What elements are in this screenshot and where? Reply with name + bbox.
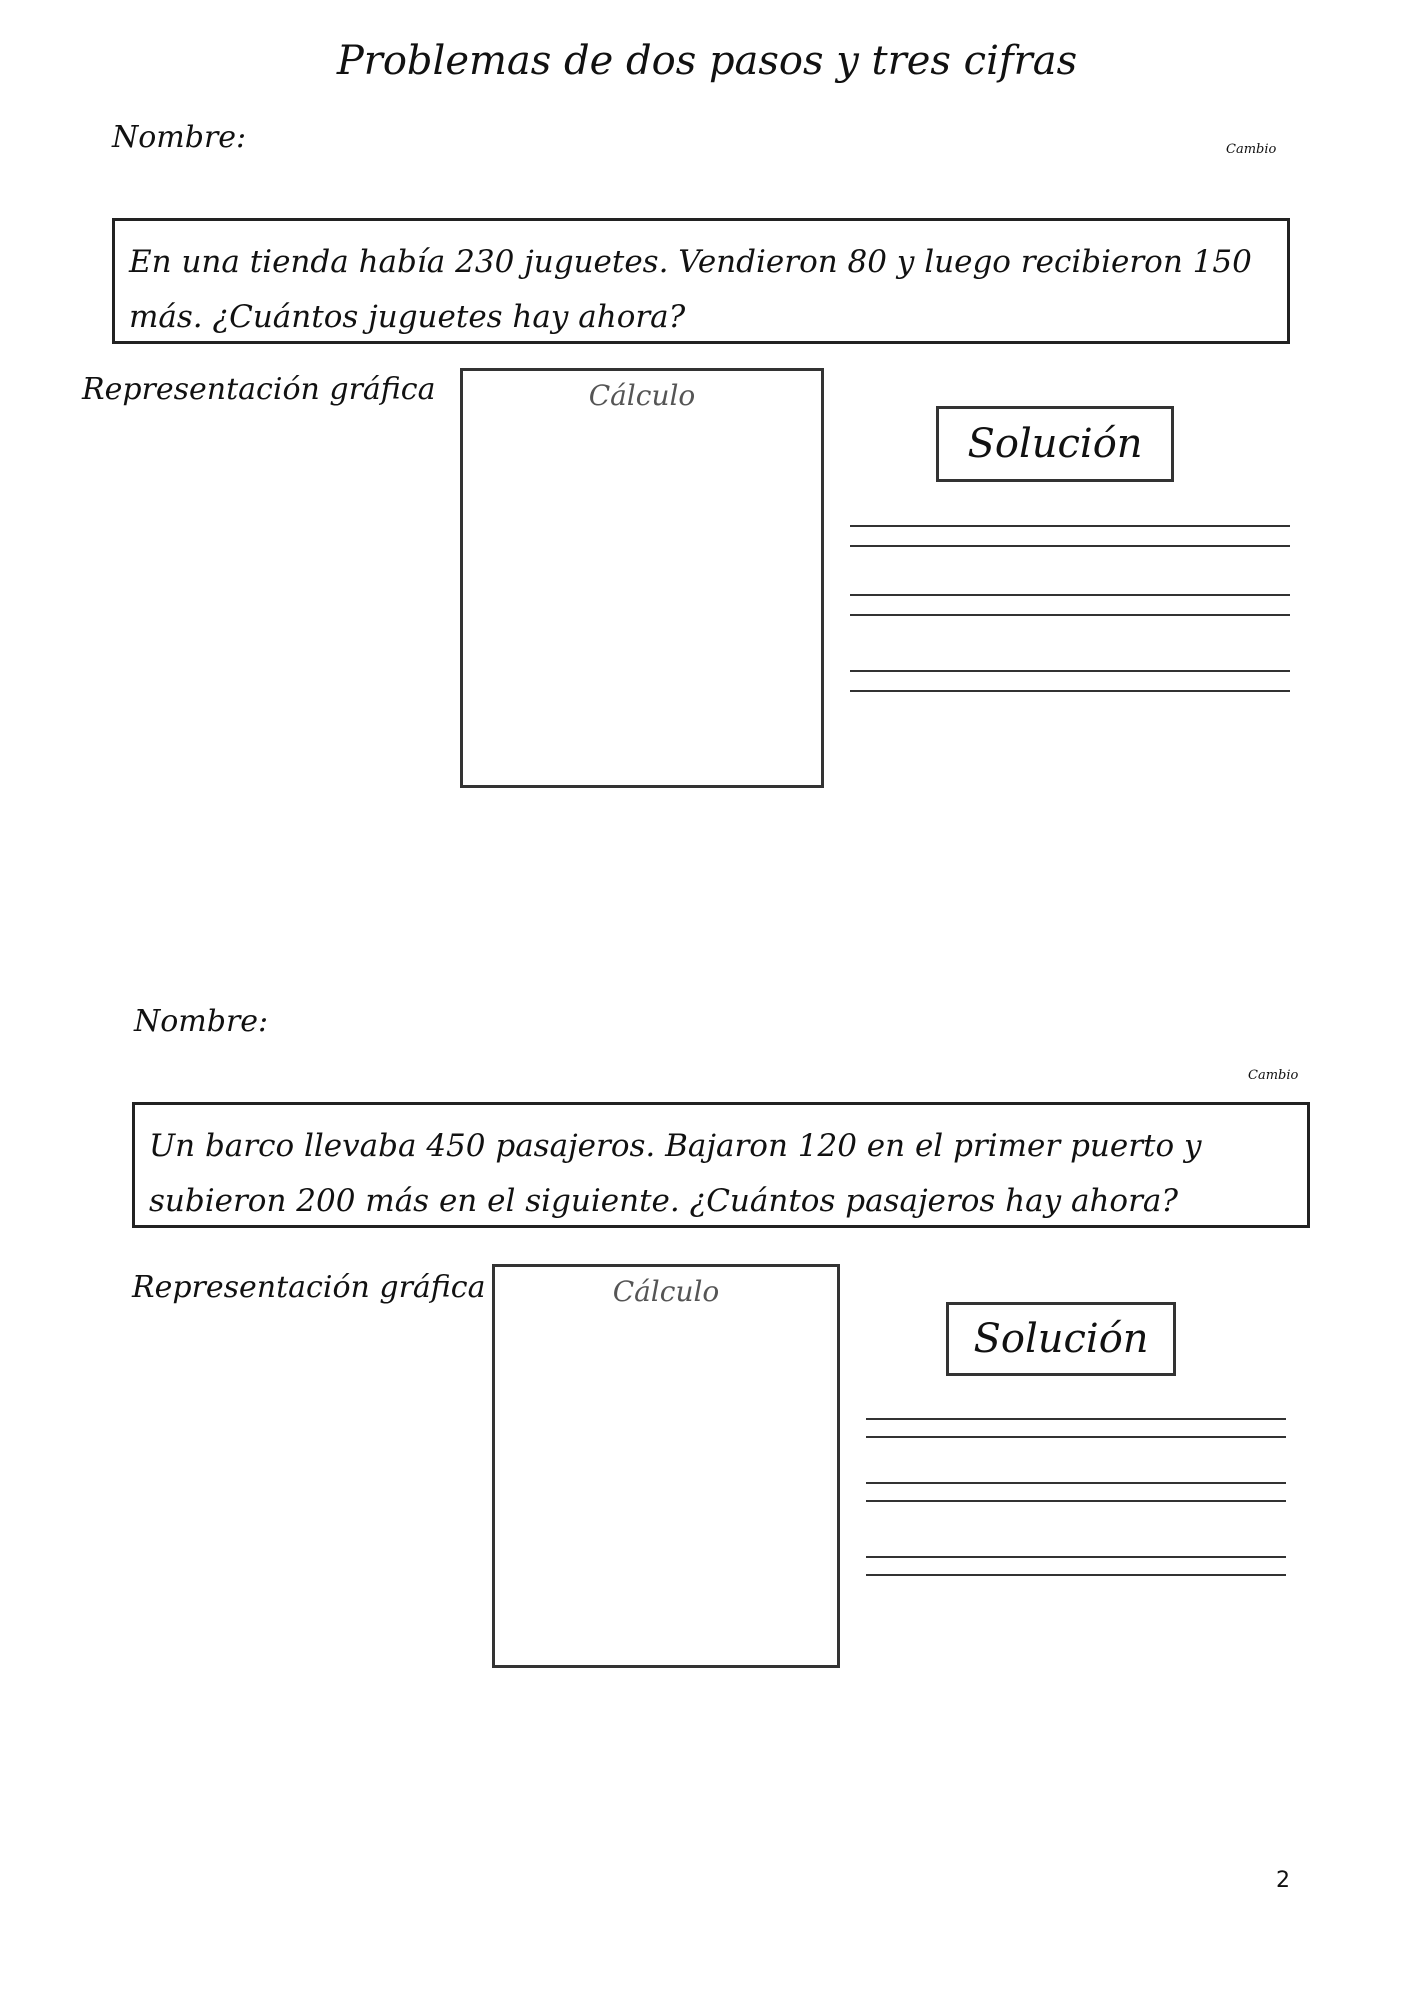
name-label: Nombre: bbox=[134, 1004, 269, 1039]
calculation-box[interactable] bbox=[460, 368, 824, 788]
problem-type-tag: Cambio bbox=[1248, 1068, 1299, 1083]
answer-line[interactable] bbox=[850, 525, 1290, 527]
answer-line[interactable] bbox=[850, 614, 1290, 616]
answer-line[interactable] bbox=[866, 1574, 1286, 1576]
answer-line[interactable] bbox=[866, 1500, 1286, 1502]
problem-statement-box bbox=[112, 218, 1290, 344]
representation-label: Representación gráfica bbox=[82, 372, 436, 407]
solution-label: Solución bbox=[967, 421, 1143, 467]
problem-statement: En una tienda había 230 juguetes. Vendieron 80 y luego recibieron 150 más. ¿Cuántos juguetes hay ahora? bbox=[129, 244, 1252, 335]
representation-label: Representación gráfica bbox=[132, 1270, 486, 1305]
solution-label: Solución bbox=[973, 1316, 1149, 1362]
solution-label-box bbox=[936, 406, 1174, 482]
calculation-label: Cálculo bbox=[612, 1275, 720, 1308]
answer-line[interactable] bbox=[866, 1436, 1286, 1438]
answer-line[interactable] bbox=[866, 1556, 1286, 1558]
solution-label-box bbox=[946, 1302, 1176, 1376]
problem-type-tag: Cambio bbox=[1226, 142, 1277, 157]
name-label: Nombre: bbox=[112, 120, 247, 155]
answer-line[interactable] bbox=[850, 594, 1290, 596]
problem-statement: Un barco llevaba 450 pasajeros. Bajaron 120 en el primer puerto y subieron 200 más en el siguiente. ¿Cuántos pasajeros hay ahora? bbox=[149, 1128, 1202, 1219]
page-number: 2 bbox=[1276, 1868, 1290, 1893]
problem-statement-box bbox=[132, 1102, 1310, 1228]
answer-line[interactable] bbox=[866, 1482, 1286, 1484]
answer-line[interactable] bbox=[850, 670, 1290, 672]
calculation-label: Cálculo bbox=[588, 379, 696, 412]
page-title: Problemas de dos pasos y tres cifras bbox=[336, 38, 1078, 84]
answer-line[interactable] bbox=[850, 545, 1290, 547]
answer-line[interactable] bbox=[866, 1418, 1286, 1420]
answer-line[interactable] bbox=[850, 690, 1290, 692]
calculation-box[interactable] bbox=[492, 1264, 840, 1668]
